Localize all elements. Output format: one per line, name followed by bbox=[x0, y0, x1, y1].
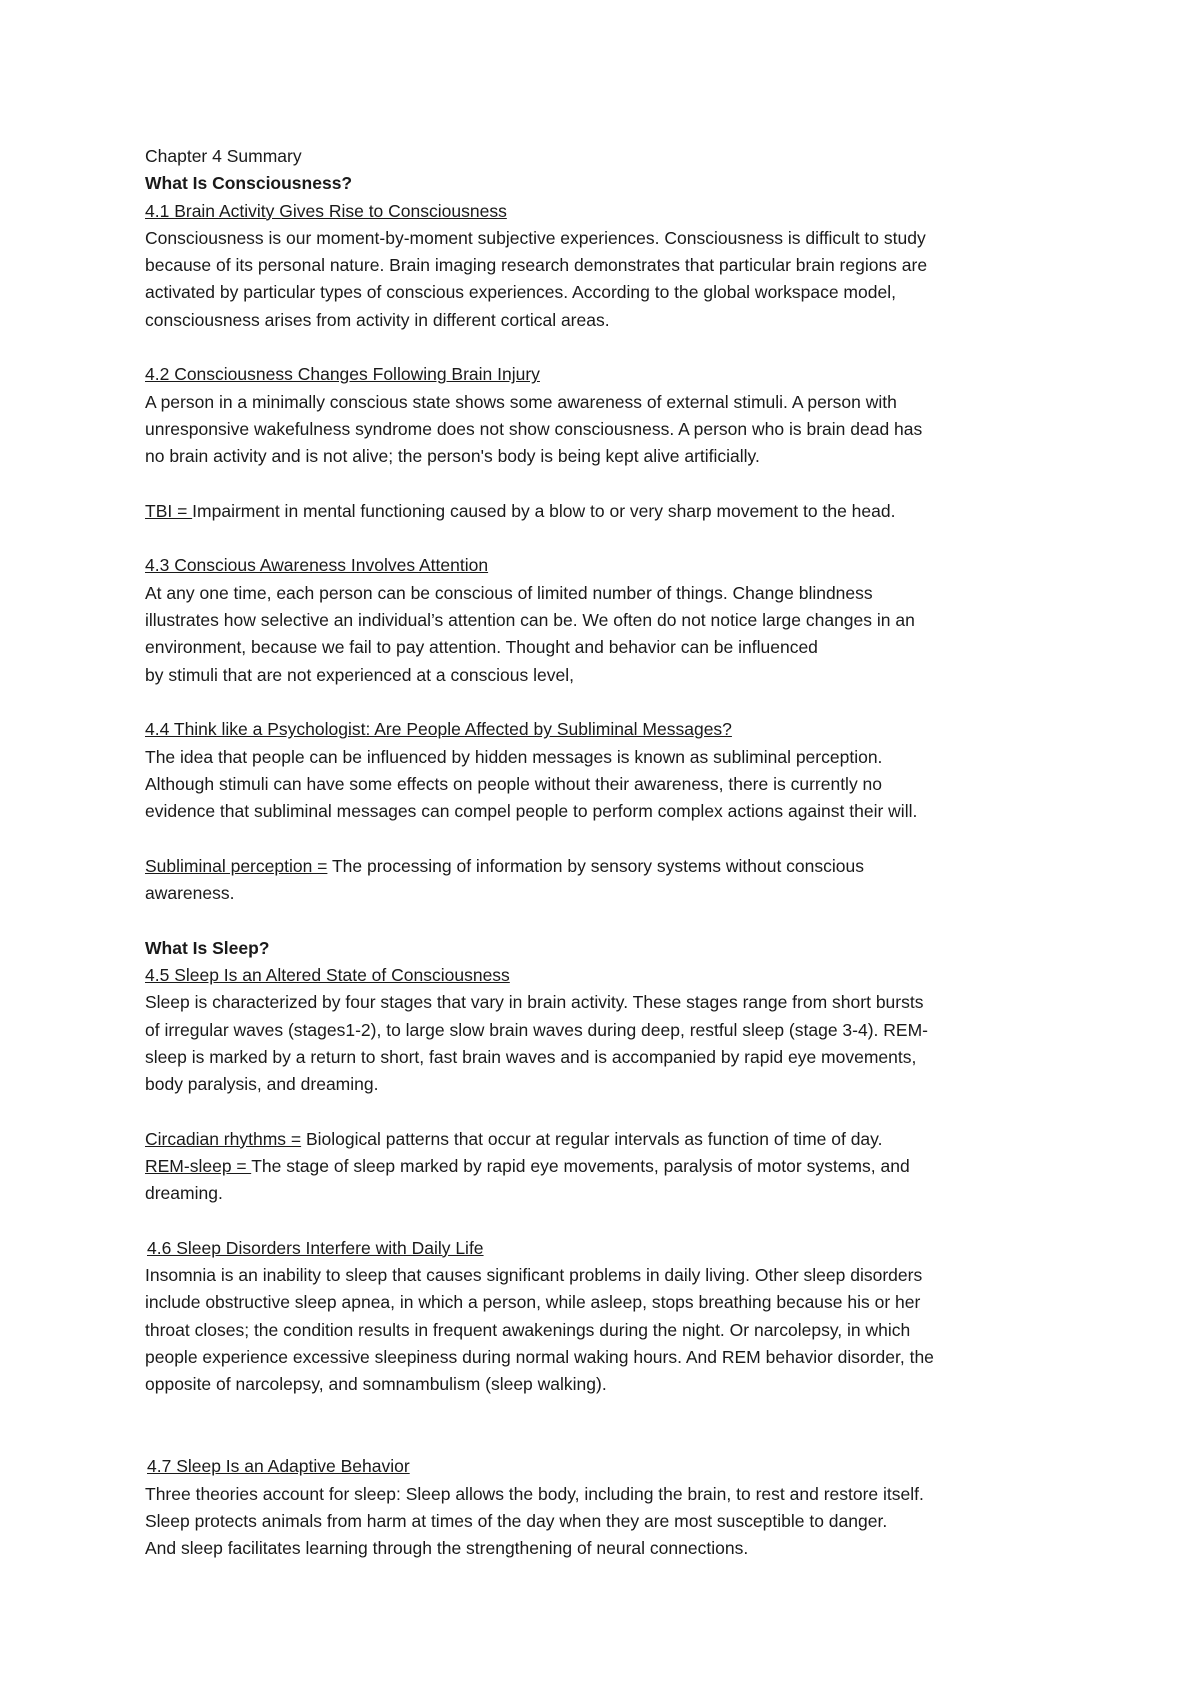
paragraph-line: illustrates how selective an individual’s attention can be. We often do not notice large changes in an bbox=[145, 610, 915, 631]
spacer bbox=[145, 907, 1080, 934]
spacer bbox=[145, 825, 1080, 852]
definition-text-continued: dreaming. bbox=[145, 1183, 223, 1204]
paragraph-line: unresponsive wakefulness syndrome does not show consciousness. A person who is brain dead has bbox=[145, 418, 923, 439]
paragraph-line: Consciousness is our moment-by-moment subjective experiences. Consciousness is difficult to study bbox=[145, 227, 926, 248]
paragraph-line: And sleep facilitates learning through the strengthening of neural connections. bbox=[145, 1538, 749, 1559]
document-page bbox=[145, 143, 1080, 1562]
paragraph-line: no brain activity and is not alive; the person's body is being kept alive artificially. bbox=[145, 446, 760, 467]
paragraph-line: At any one time, each person can be conscious of limited number of things. Change blindness bbox=[145, 582, 873, 603]
paragraph-line: throat closes; the condition results in frequent awakenings during the night. Or narcolepsy, in which bbox=[145, 1319, 911, 1340]
document-title: Chapter 4 Summary bbox=[145, 146, 302, 166]
definition-circadian-rhythms bbox=[145, 1126, 1080, 1153]
definition-text: The processing of information by sensory systems without conscious bbox=[327, 855, 864, 876]
subsection-heading-4-2: 4.2 Consciousness Changes Following Brain Injury bbox=[145, 364, 540, 385]
paragraph-line: environment, because we fail to pay attention. Thought and behavior can be influenced bbox=[145, 637, 818, 658]
paragraph-line: by stimuli that are not experienced at a conscious level, bbox=[145, 664, 574, 685]
paragraph-line: body paralysis, and dreaming. bbox=[145, 1074, 379, 1095]
spacer bbox=[145, 471, 1080, 498]
subsection-heading-4-4: 4.4 Think like a Psychologist: Are People Affected by Subliminal Messages? bbox=[145, 719, 732, 740]
paragraph-line: include obstructive sleep apnea, in which a person, while asleep, stops breathing because his or her bbox=[145, 1292, 921, 1313]
definition-rem-sleep bbox=[145, 1153, 1080, 1180]
subsection-heading-4-5: 4.5 Sleep Is an Altered State of Consciousness bbox=[145, 964, 510, 985]
definition-subliminal-perception bbox=[145, 853, 1080, 880]
section-heading-consciousness: What Is Consciousness? bbox=[145, 173, 353, 194]
paragraph-line: people experience excessive sleepiness during normal waking hours. And REM behavior disorder, the bbox=[145, 1347, 934, 1368]
spacer bbox=[145, 1399, 1080, 1426]
section-heading-sleep: What Is Sleep? bbox=[145, 937, 270, 958]
paragraph-line: activated by particular types of conscious experiences. According to the global workspace model, bbox=[145, 282, 896, 303]
spacer bbox=[145, 1426, 1080, 1453]
paragraph-line: Sleep protects animals from harm at times of the day when they are most susceptible to danger. bbox=[145, 1510, 888, 1531]
paragraph-line: sleep is marked by a return to short, fast brain waves and is accompanied by rapid eye movements, bbox=[145, 1046, 917, 1067]
spacer bbox=[145, 334, 1080, 361]
spacer bbox=[145, 1208, 1080, 1235]
subsection-heading-4-7: 4.7 Sleep Is an Adaptive Behavior bbox=[147, 1456, 410, 1477]
subsection-heading-4-3: 4.3 Conscious Awareness Involves Attention bbox=[145, 555, 489, 576]
spacer bbox=[145, 1098, 1080, 1125]
definition-text-continued: awareness. bbox=[145, 883, 235, 904]
paragraph-line: A person in a minimally conscious state shows some awareness of external stimuli. A person with bbox=[145, 391, 897, 412]
paragraph-line: Insomnia is an inability to sleep that causes significant problems in daily living. Other sleep disorders bbox=[145, 1265, 923, 1286]
definition-tbi bbox=[145, 498, 1080, 525]
paragraph-line: because of its personal nature. Brain imaging research demonstrates that particular brain regions are bbox=[145, 255, 928, 276]
paragraph-line: Sleep is characterized by four stages that vary in brain activity. These stages range from short bursts bbox=[145, 992, 924, 1013]
subsection-heading-4-6: 4.6 Sleep Disorders Interfere with Daily Life bbox=[147, 1237, 484, 1258]
spacer bbox=[145, 689, 1080, 716]
paragraph-line: consciousness arises from activity in different cortical areas. bbox=[145, 309, 610, 330]
term-tbi: TBI = bbox=[145, 500, 193, 521]
definition-text: The stage of sleep marked by rapid eye movements, paralysis of motor systems, and bbox=[251, 1155, 910, 1176]
term-subliminal-perception: Subliminal perception = bbox=[145, 855, 328, 876]
paragraph-line: Three theories account for sleep: Sleep allows the body, including the brain, to rest and restore itself. bbox=[145, 1483, 924, 1504]
term-rem-sleep: REM-sleep = bbox=[145, 1155, 252, 1176]
paragraph-line: evidence that subliminal messages can compel people to perform complex actions against their will. bbox=[145, 801, 918, 822]
subsection-heading-4-1: 4.1 Brain Activity Gives Rise to Consciousness bbox=[145, 200, 507, 221]
paragraph-line: of irregular waves (stages1-2), to large slow brain waves during deep, restful sleep (stage 3-4). REM- bbox=[145, 1019, 928, 1040]
term-circadian-rhythms: Circadian rhythms = bbox=[145, 1128, 302, 1149]
paragraph-line: opposite of narcolepsy, and somnambulism (sleep walking). bbox=[145, 1374, 607, 1395]
paragraph-line: The idea that people can be influenced by hidden messages is known as subliminal perception. bbox=[145, 746, 883, 767]
definition-text: Biological patterns that occur at regular intervals as function of time of day. bbox=[301, 1128, 883, 1149]
definition-text: Impairment in mental functioning caused by a blow to or very sharp movement to the head. bbox=[192, 500, 896, 521]
spacer bbox=[145, 525, 1080, 552]
paragraph-line: Although stimuli can have some effects on people without their awareness, there is currently no bbox=[145, 773, 883, 794]
